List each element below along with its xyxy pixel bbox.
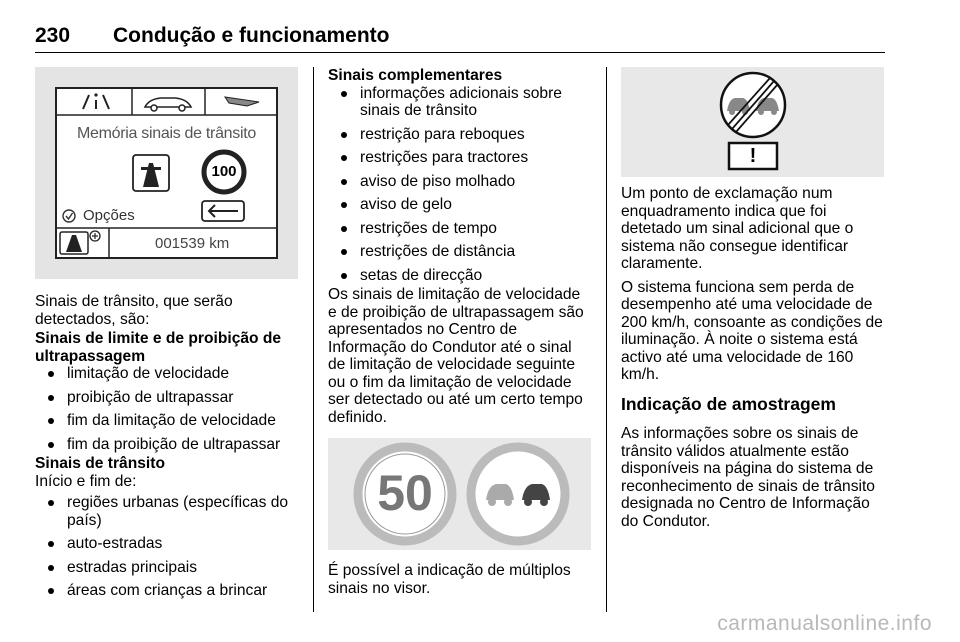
exclamation-glyph: ! bbox=[749, 145, 757, 167]
list-item: proibição de ultrapassar bbox=[35, 389, 305, 407]
list-complementary bbox=[328, 85, 593, 285]
list-item: aviso de piso molhado bbox=[328, 173, 593, 191]
list-item: fim da proibição de ultrapassar bbox=[35, 436, 305, 454]
page-number: 230 bbox=[35, 24, 71, 47]
paragraph-performance: O sistema funciona sem perda de desempenho até uma velocidade de 200 km/h, consoante as condições de iluminação. À noite o sistema está activo até uma velocidade de 160 km/h. bbox=[621, 278, 883, 383]
list-item: aviso de gelo bbox=[328, 196, 593, 214]
display-screen bbox=[55, 87, 278, 259]
column-3 bbox=[621, 185, 889, 530]
list-item: áreas com crianças a brincar bbox=[35, 582, 305, 600]
display-title: Memória sinais de trânsito bbox=[77, 125, 256, 142]
heading-limit-signs: Sinais de limite e de proibição de ultrapassagem bbox=[35, 330, 282, 365]
heading-sample-display: Indicação de amostragem bbox=[621, 393, 836, 414]
speed-limit-value: 100 bbox=[211, 163, 237, 180]
heading-complementary: Sinais complementares bbox=[328, 67, 503, 84]
list-item: regiões urbanas (específicas do país) bbox=[35, 494, 305, 529]
paragraph-display-duration: Os sinais de limitação de velocidade e de proibição de ultrapassagem são apresentados no Centro de Informação do Condutor até o sinal de limitação de velocidade seguinte ou o fim da limitação de velocidade ser detectado ou até um certo tempo definido. bbox=[328, 286, 584, 426]
list-item: restrição para reboques bbox=[328, 126, 593, 144]
list-item: informações adicionais sobre sinais de trânsito bbox=[328, 85, 593, 120]
paragraph-multiple-signs: É possível a indicação de múltiplos sinais no visor. bbox=[328, 562, 571, 597]
exclamation-sign-illustration bbox=[621, 67, 884, 177]
list-item: fim da limitação de velocidade bbox=[35, 412, 305, 430]
watermark: carmanualsonline.info bbox=[717, 612, 932, 635]
traffic-signs-sub: Início e fim de: bbox=[35, 472, 137, 490]
list-item: auto-estradas bbox=[35, 535, 305, 553]
display-illustration bbox=[35, 67, 298, 279]
paragraph-sample-display: As informações sobre os sinais de trânsito válidos atualmente estão disponíveis na página do sistema de reconhecimento de sinais de trânsito designada no Centro de Informação do Condutor. bbox=[621, 425, 875, 530]
column-2-bottom bbox=[328, 562, 593, 597]
odometer: 001539 km bbox=[155, 235, 230, 252]
list-item: restrições de tempo bbox=[328, 220, 593, 238]
section-title: Condução e funcionamento bbox=[113, 24, 390, 47]
signs-illustration bbox=[328, 438, 591, 550]
column-2 bbox=[328, 67, 593, 426]
intro-text: Sinais de trânsito, que serão detectados, são: bbox=[35, 293, 233, 328]
column-1 bbox=[35, 293, 305, 600]
list-item: setas de direcção bbox=[328, 267, 593, 285]
column-divider bbox=[313, 67, 314, 612]
list-item: restrições de distância bbox=[328, 243, 593, 261]
list-item: restrições para tractores bbox=[328, 149, 593, 167]
page-header bbox=[35, 24, 885, 53]
options-label: Opções bbox=[83, 207, 135, 224]
column-divider bbox=[606, 67, 607, 612]
list-item: limitação de velocidade bbox=[35, 365, 305, 383]
list-traffic-signs bbox=[35, 494, 305, 600]
heading-traffic-signs: Sinais de trânsito bbox=[35, 455, 165, 472]
paragraph-exclamation: Um ponto de exclamação num enquadramento indica que foi detetado um sinal adicional que o sistema não consegue identificar claramente. bbox=[621, 185, 854, 272]
list-item: estradas principais bbox=[35, 559, 305, 577]
list-limit-signs bbox=[35, 365, 305, 453]
speed-sign-value: 50 bbox=[377, 465, 433, 521]
